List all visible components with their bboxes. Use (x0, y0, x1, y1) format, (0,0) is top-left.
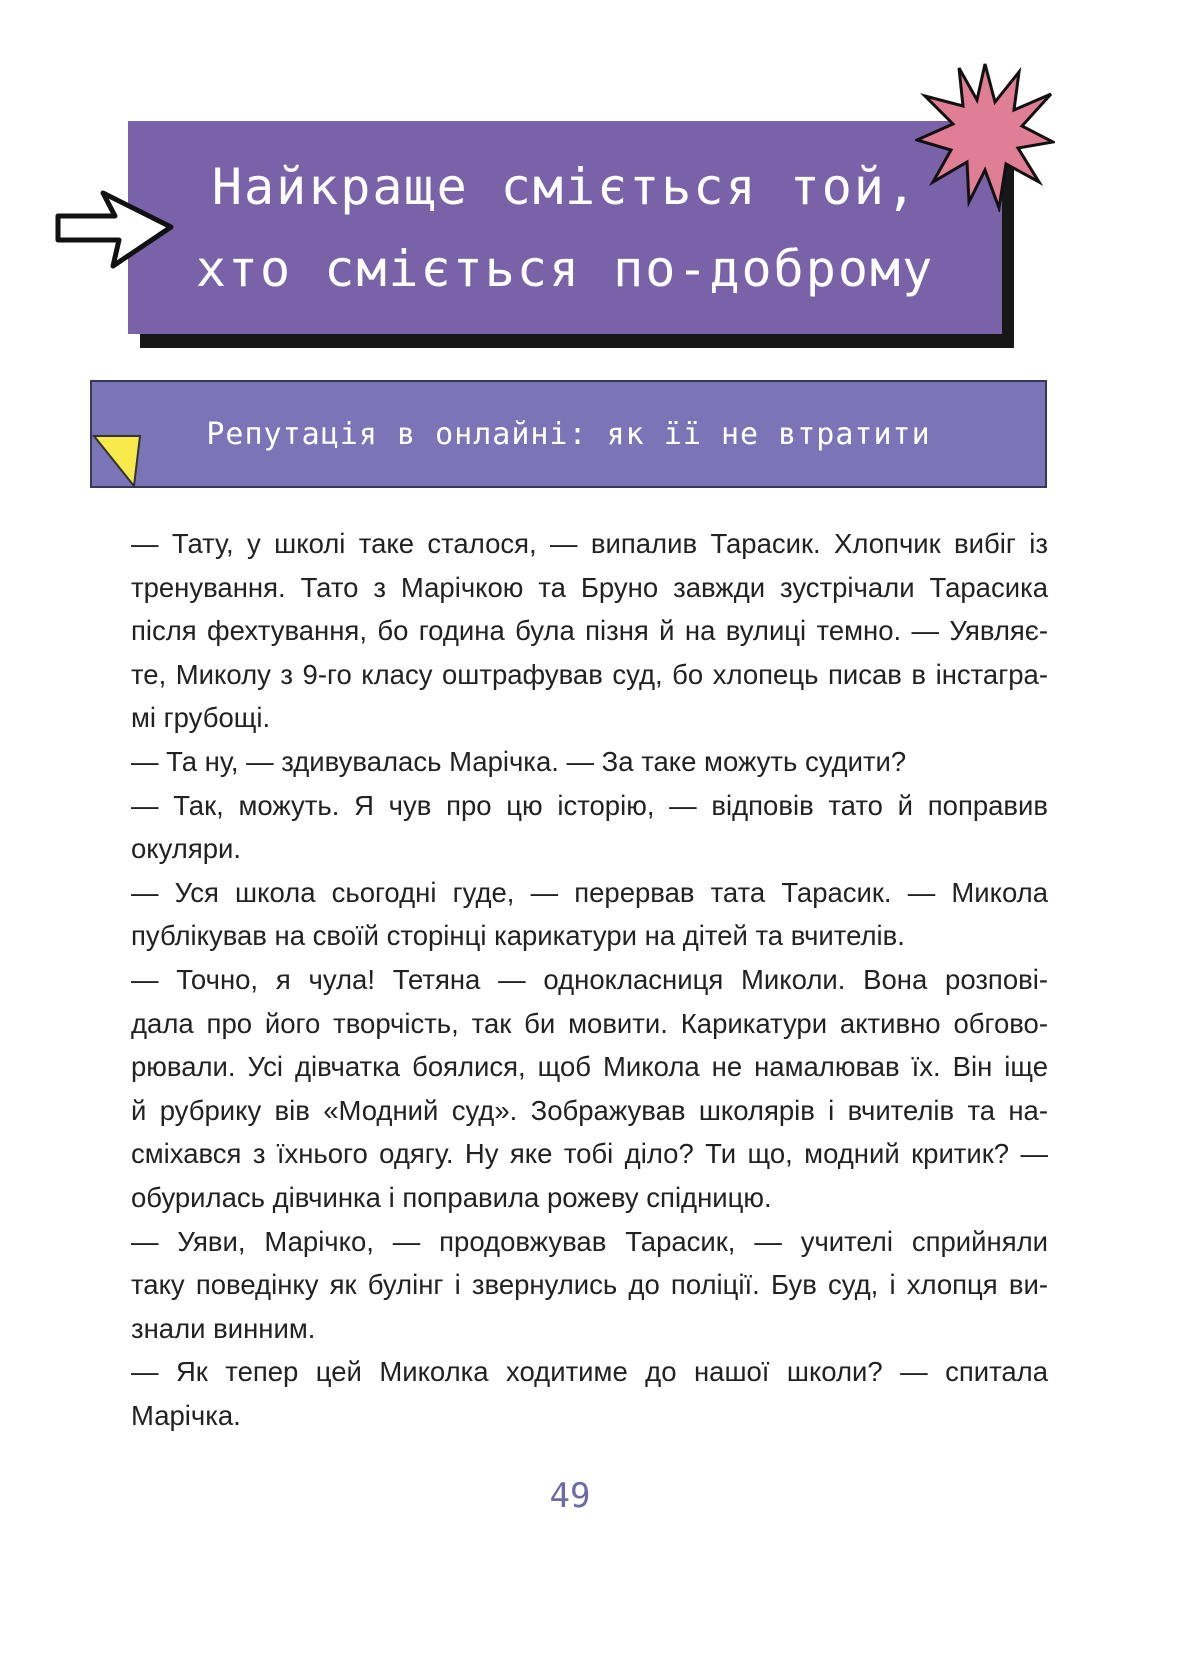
chapter-title-line-2: хто сміється по-доброму (195, 239, 935, 298)
text-line: знали винним. (131, 1312, 316, 1344)
text-line: Марічка. (131, 1399, 241, 1431)
text-line: — Уяви, Марічко, — продовжував Тарасик, — учителі сприйняли (131, 1225, 1048, 1257)
chapter-banner (128, 121, 1002, 334)
text-line: — Так, можуть. Я чув про цю історію, — відповів тато й поправив (131, 789, 1048, 821)
paragraph (91, 522, 1048, 740)
text-line: — Та ну, — здивувалась Марічка. — За таке можуть судити? (131, 745, 907, 777)
corner-fold-icon (92, 434, 142, 488)
paragraph (91, 784, 1048, 871)
text-line: те, Миколу з 9-го класу оштрафував суд, бо хлопець писав в інстагра- (131, 658, 1048, 690)
section-banner (90, 380, 1047, 488)
paragraph (91, 1350, 1048, 1437)
text-line: таку поведінку як булінг і звернулись до поліції. Був суд, і хлопця ви- (131, 1269, 1048, 1301)
starburst-icon (915, 62, 1055, 212)
text-line: мі грубощі. (131, 702, 271, 734)
text-line: сміхався з їхнього одягу. Ну яке тобі діло? Ти що, модний критик? — (131, 1138, 1048, 1170)
paragraph (91, 871, 1048, 958)
text-line: рювали. Усі дівчатка боялися, щоб Микола не намалював їх. Він іще (131, 1051, 1048, 1083)
text-line: публікував на своїй сторінці карикатури на дітей та вчителів. (131, 920, 905, 952)
paragraph (91, 740, 1048, 784)
page-number: 49 (549, 1476, 591, 1516)
section-title: Репутація в онлайні: як її не втратити (206, 416, 931, 452)
story-text (91, 522, 1048, 1437)
paragraph (91, 1220, 1048, 1351)
chapter-title-line-1: Найкраще сміється той, (211, 157, 919, 216)
text-line: — Уся школа сьогодні гуде, — перервав тата Тарасик. — Микола (131, 876, 1048, 908)
text-line: обурилась дівчинка і поправила рожеву спідницю. (131, 1181, 772, 1213)
text-line: після фехтування, бо година була пізня й на вулиці темно. — Уявляє- (131, 615, 1048, 647)
text-line: — Як тепер цей Миколка ходитиме до нашої школи? — спитала (131, 1356, 1048, 1388)
text-line: окуляри. (131, 833, 242, 865)
text-line: дала про його творчість, так би мовити. Карикатури активно обгово- (131, 1007, 1048, 1039)
text-line: — Тату, у школі таке сталося, — випалив Тарасик. Хлопчик вибіг із (131, 528, 1048, 559)
paragraph (91, 958, 1048, 1220)
text-line: — Точно, я чула! Тетяна — однокласниця Миколи. Вона розпові- (131, 963, 1048, 995)
text-line: й рубрику вів «Модний суд». Зображував школярів і вчителів та на- (131, 1094, 1048, 1126)
pointer-arrow-icon (55, 190, 175, 270)
text-line: тренування. Тато з Марічкою та Бруно завжди зустрічали Тарасика (131, 571, 1048, 603)
